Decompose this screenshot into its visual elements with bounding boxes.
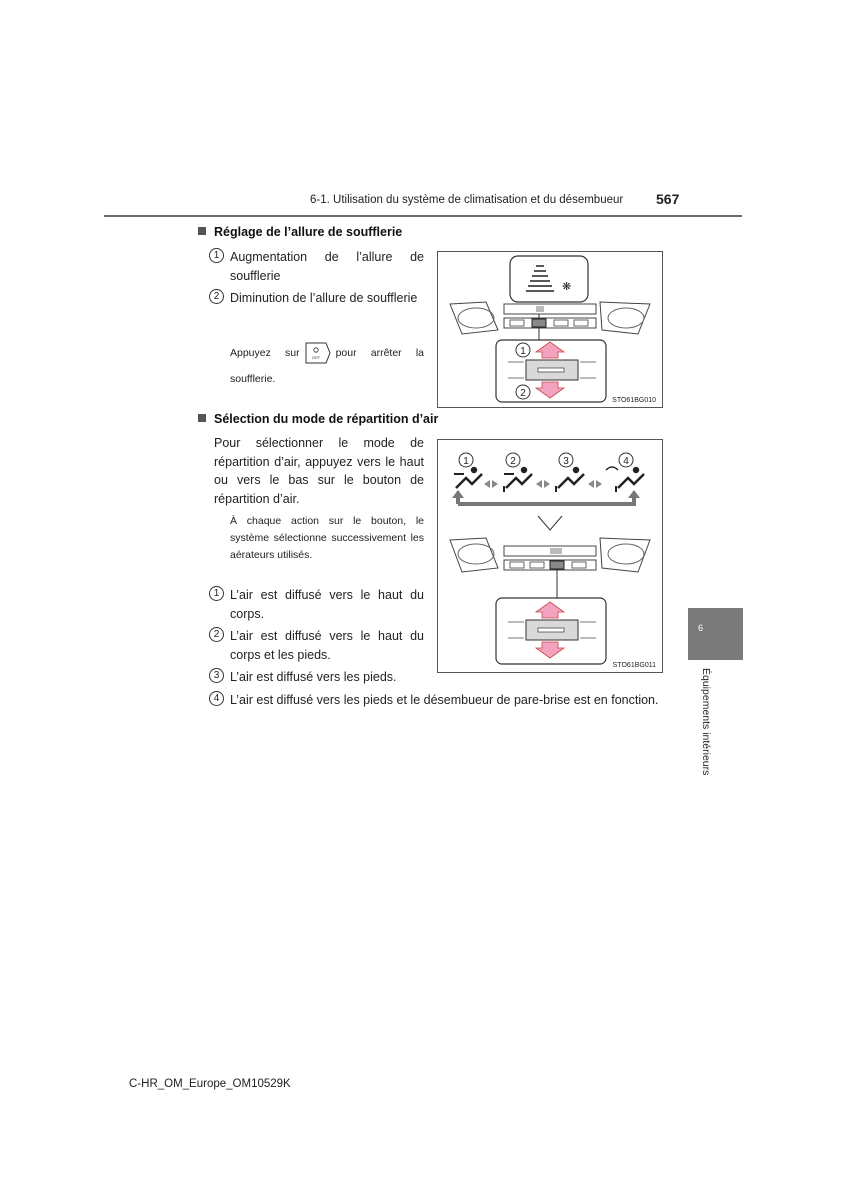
fan-speed-illustration — [438, 252, 662, 407]
chapter-label: Équipements intérieurs — [700, 668, 712, 776]
toggle-arrow-icon — [536, 480, 550, 488]
mode-feet-icon — [556, 468, 584, 492]
off-note-before: Appuyez sur — [230, 347, 300, 359]
footer-code: C-HR_OM_Europe_OM10529K — [129, 1078, 291, 1090]
callout-1: 1 — [520, 346, 526, 357]
list-item: L’air est diffusé vers le haut du corps et les pieds. — [230, 629, 424, 662]
callout-3: 3 — [563, 456, 569, 467]
callout-4: 4 — [623, 456, 629, 467]
off-note-after: pour arrêter la soufflerie. — [230, 347, 424, 386]
section-heading-text: Sélection du mode de répartition d’air — [214, 412, 439, 426]
figure-code: STO61BG011 — [612, 662, 656, 669]
mode-feet-defrost-icon — [606, 467, 644, 492]
cycle-arrow-icon — [458, 496, 634, 504]
list-item: L’air est diffusé vers le haut du corps. — [230, 588, 424, 621]
callout-2: 2 — [510, 456, 516, 467]
air-distribution-illustration — [438, 440, 662, 672]
toggle-arrow-icon — [588, 480, 602, 488]
square-bullet-icon — [198, 414, 206, 422]
header-divider — [104, 215, 742, 217]
callout-2: 2 — [520, 388, 526, 399]
intro-paragraph: Pour sélectionner le mode de répartition d’air, appuyez vers le haut ou vers le bas sur le bouton de répartition d’air. — [214, 436, 424, 506]
item-number-2: 2 — [209, 627, 224, 642]
item-number-2: 2 — [209, 289, 224, 304]
list-item: L’air est diffusé vers les pieds et le désembueur de pare-brise est en fonction. — [230, 693, 659, 707]
item-number-4: 4 — [209, 691, 224, 706]
toggle-arrow-icon — [484, 480, 498, 488]
fan-off-button-icon — [304, 340, 332, 366]
dashboard-outline — [450, 538, 650, 598]
section-heading-text: Réglage de l’allure de soufflerie — [214, 225, 403, 239]
square-bullet-icon — [198, 227, 206, 235]
chapter-tab — [688, 608, 743, 660]
note-paragraph: À chaque action sur le bouton, le système sélectionne successivement les aérateurs utilisés. — [230, 515, 424, 561]
running-header: 6-1. Utilisation du système de climatisation et du désembueur — [310, 194, 624, 206]
section-heading-fan-speed — [198, 225, 402, 239]
off-note — [230, 340, 424, 392]
callout-1: 1 — [463, 456, 469, 467]
list-item: Diminution de l’allure de soufflerie — [230, 291, 418, 305]
fan-icon: ❋ — [562, 281, 572, 293]
item-number-1: 1 — [209, 586, 224, 601]
figure-code: STO61BG010 — [612, 397, 656, 404]
section-heading-air-distribution — [198, 412, 438, 426]
list-item: L’air est diffusé vers les pieds. — [230, 670, 397, 684]
air-distribution-figure — [437, 439, 663, 673]
list-item: Augmentation de l’allure de soufflerie — [230, 250, 424, 283]
mode-body-feet-icon — [504, 468, 532, 492]
mode-upper-body-icon — [454, 468, 482, 488]
chapter-number: 6 — [698, 623, 704, 633]
dashboard-outline — [450, 302, 650, 340]
fan-speed-figure — [437, 251, 663, 408]
page-number: 567 — [656, 191, 680, 207]
item-number-3: 3 — [209, 668, 224, 683]
item-number-1: 1 — [209, 248, 224, 263]
off-button-label: OFF — [311, 355, 320, 361]
